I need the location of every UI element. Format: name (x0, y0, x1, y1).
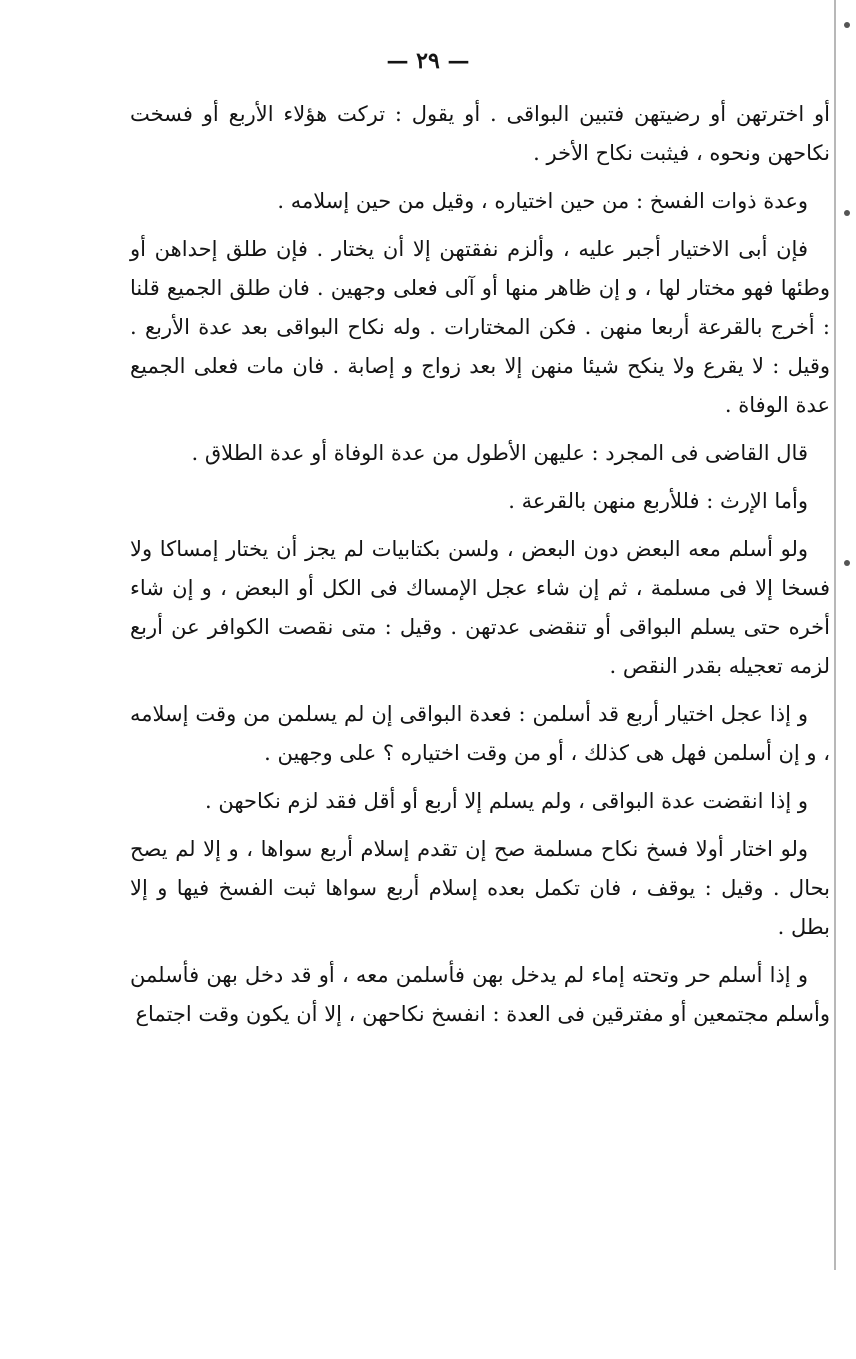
paragraph: فإن أبى الاختيار أجبر عليه ، وألزم نفقتهن إلا أن يختار . فإن طلق إحداهن أو وطئها فهو مختار لها ، و إن ظاهر منها أو آلى فعلى وجهين . فان طلق الجميع قلنا : أخرج بالقرعة أربعا منهن . فكن المختارات . وله نكاح البواقى بعد عدة الأربع . وقيل : لا يقرع ولا ينكح شيئا منهن إلا بعد زواج و إصابة . فان مات فعلى الجميع عدة الوفاة . (130, 237, 830, 417)
paragraph: وعدة ذوات الفسخ : من حين اختياره ، وقيل من حين إسلامه . (277, 189, 808, 213)
gutter-dot (844, 210, 850, 216)
gutter-dot (844, 560, 850, 566)
paragraph: ولو اختار أولا فسخ نكاح مسلمة صح إن تقدم إسلام أربع سواها ، و إلا لم يصح بحال . وقيل : يوقف ، فان تكمل بعده إسلام أربع سواها ثبت الفسخ فيها و إلا بطل . (130, 837, 830, 939)
paragraph: قال القاضى فى المجرد : عليهن الأطول من عدة الوفاة أو عدة الطلاق . (191, 441, 808, 465)
paragraph: و إذا أسلم حر وتحته إماء لم يدخل بهن فأسلمن معه ، أو قد دخل بهن فأسلمن وأسلم مجتمعين أو مفترقين فى العدة : انفسخ نكاحهن ، إلا أن يكون وقت اجتماع (130, 963, 830, 1026)
paragraph: وأما الإرث : فللأربع منهن بالقرعة . (508, 489, 808, 513)
paragraph: أو اخترتهن أو رضيتهن فتبين البواقى . أو يقول : تركت هؤلاء الأربع أو فسخت نكاحهن ونحوه ، فيثبت نكاح الأخر . (130, 102, 830, 165)
page-edge-line (834, 0, 836, 1270)
paragraph: و إذا انقضت عدة البواقى ، ولم يسلم إلا أربع أو أقل فقد لزم نكاحهن . (205, 789, 808, 813)
paragraph: ولو أسلم معه البعض دون البعض ، ولسن بكتابيات لم يجز أن يختار إمساكا ولا فسخا إلا فى مسلمة ، ثم إن شاء عجل الإمساك فى الكل أو البعض ، و إن شاء أخره حتى يسلم البواقى أو تنقضى عدتهن . وقيل : متى نقصت الكوافر عن أربع لزمه تعجيله بقدر النقص . (130, 537, 830, 678)
body-text (130, 95, 830, 1043)
paragraph: و إذا عجل اختيار أربع قد أسلمن : فعدة البواقى إن لم يسلمن من وقت إسلامه ، و إن أسلمن فهل هى كذلك ، أو من وقت اختياره ؟ على وجهين . (130, 702, 830, 765)
page-number: — ٢٩ — (386, 48, 470, 74)
gutter-dot (844, 22, 850, 28)
